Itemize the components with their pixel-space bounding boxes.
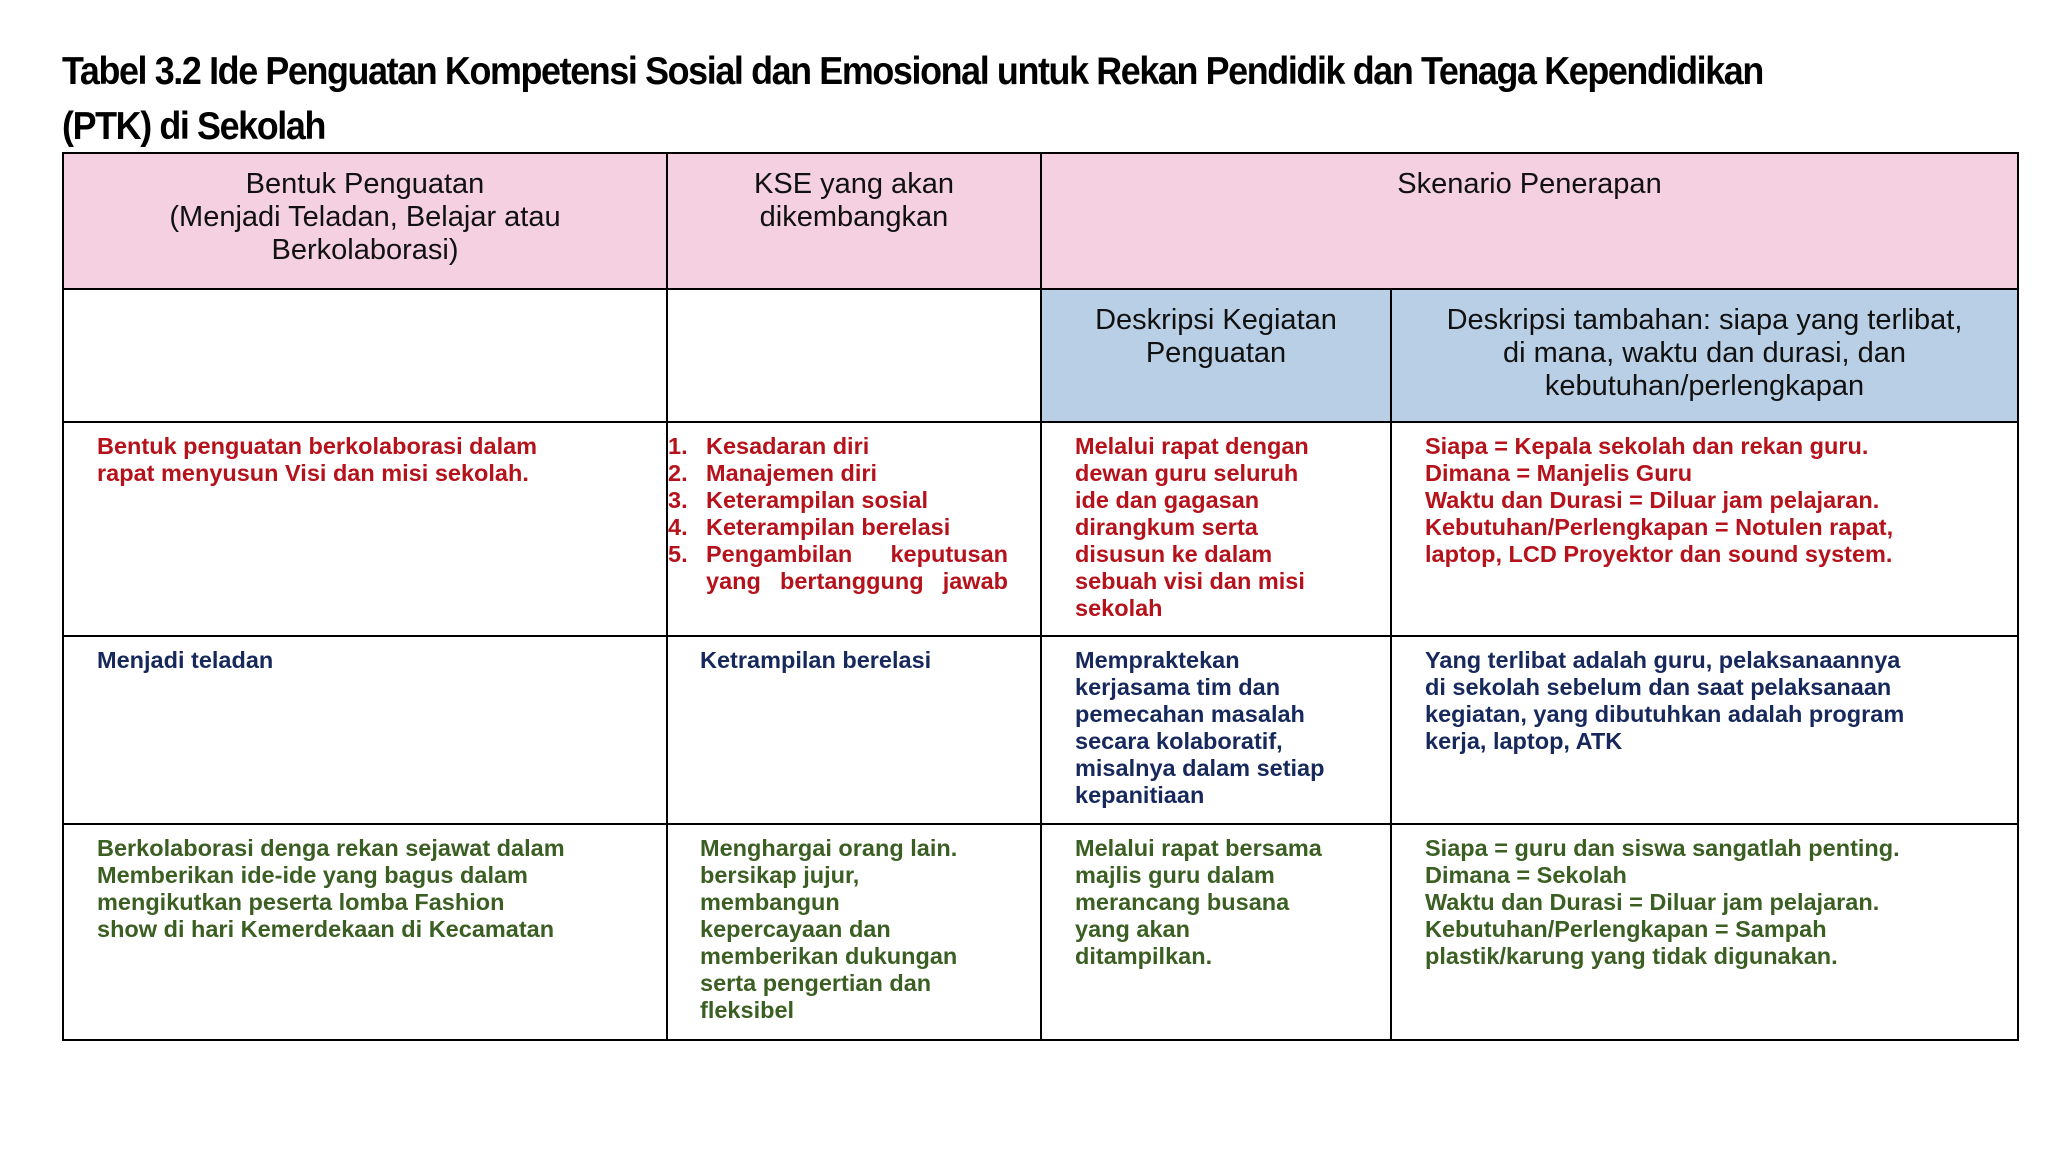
empty-cell (667, 289, 1041, 422)
list-item: 4. Keterampilan berelasi (668, 514, 951, 540)
kse-cell: Menghargai orang lain. bersikap jujur, membangun kepercayaan dan memberikan dukungan serta pengertian dan fleksibel (667, 824, 1041, 1040)
table-row (63, 636, 2018, 824)
tambahan-cell: Siapa = Kepala sekolah dan rekan guru. Dimana = Manjelis Guru Waktu dan Durasi = Diluar jam pelajaran. Kebutuhan/Perlengkapan = Notulen rapat, laptop, LCD Proyektor dan sound system. (1391, 422, 2018, 636)
empty-cell (63, 289, 667, 422)
table-subheader-row (63, 289, 2018, 422)
list-item: 5. Pengambilan keputusan yang bertanggung jawab (668, 541, 1008, 594)
list-item: 3. Keterampilan sosial (668, 487, 929, 513)
list-item: 2. Manajemen diri (668, 460, 878, 486)
deskripsi-cell: Melalui rapat bersama majlis guru dalam merancang busana yang akan ditampilkan. (1041, 824, 1391, 1040)
header-kse: KSE yang akan dikembangkan (667, 153, 1041, 289)
header-bentuk: Bentuk Penguatan (Menjadi Teladan, Belajar atau Berkolaborasi) (63, 153, 667, 289)
ptk-table (62, 152, 2019, 1041)
header-skenario: Skenario Penerapan (1041, 153, 2018, 289)
deskripsi-cell: Melalui rapat dengan dewan guru seluruh ide dan gagasan dirangkum serta disusun ke dalam sebuah visi dan misi sekolah (1041, 422, 1391, 636)
page-title: Tabel 3.2 Ide Penguatan Kompetensi Sosial dan Emosional untuk Rekan Pendidik dan Tenaga Kependidikan (PTK) di Sekolah (62, 50, 1763, 148)
bentuk-cell: Berkolaborasi denga rekan sejawat dalam Memberikan ide-ide yang bagus dalam mengikutkan peserta lomba Fashion show di hari Kemerdekaan di Kecamatan (63, 824, 667, 1040)
subheader-deskripsi: Deskripsi Kegiatan Penguatan (1041, 289, 1391, 422)
tambahan-cell: Siapa = guru dan siswa sangatlah penting. Dimana = Sekolah Waktu dan Durasi = Diluar jam pelajaran. Kebutuhan/Perlengkapan = Sampah plastik/karung yang tidak digunakan. (1391, 824, 2018, 1040)
subheader-tambahan: Deskripsi tambahan: siapa yang terlibat, di mana, waktu dan durasi, dan kebutuhan/perlengkapan (1391, 289, 2018, 422)
kse-list (668, 433, 1008, 595)
bentuk-cell: Bentuk penguatan berkolaborasi dalam rapat menyusun Visi dan misi sekolah. (63, 422, 667, 636)
kse-cell (667, 422, 1041, 636)
kse-cell: Ketrampilan berelasi (667, 636, 1041, 824)
table-header-row (63, 153, 2018, 289)
table-row (63, 422, 2018, 636)
deskripsi-cell: Mempraktekan kerjasama tim dan pemecahan masalah secara kolaboratif, misalnya dalam setiap kepanitiaan (1041, 636, 1391, 824)
table-row (63, 824, 2018, 1040)
tambahan-cell: Yang terlibat adalah guru, pelaksanaannya di sekolah sebelum dan saat pelaksanaan kegiatan, yang dibutuhkan adalah program kerja, laptop, ATK (1391, 636, 2018, 824)
bentuk-cell: Menjadi teladan (63, 636, 667, 824)
list-item: 1. Kesadaran diri (668, 433, 870, 459)
